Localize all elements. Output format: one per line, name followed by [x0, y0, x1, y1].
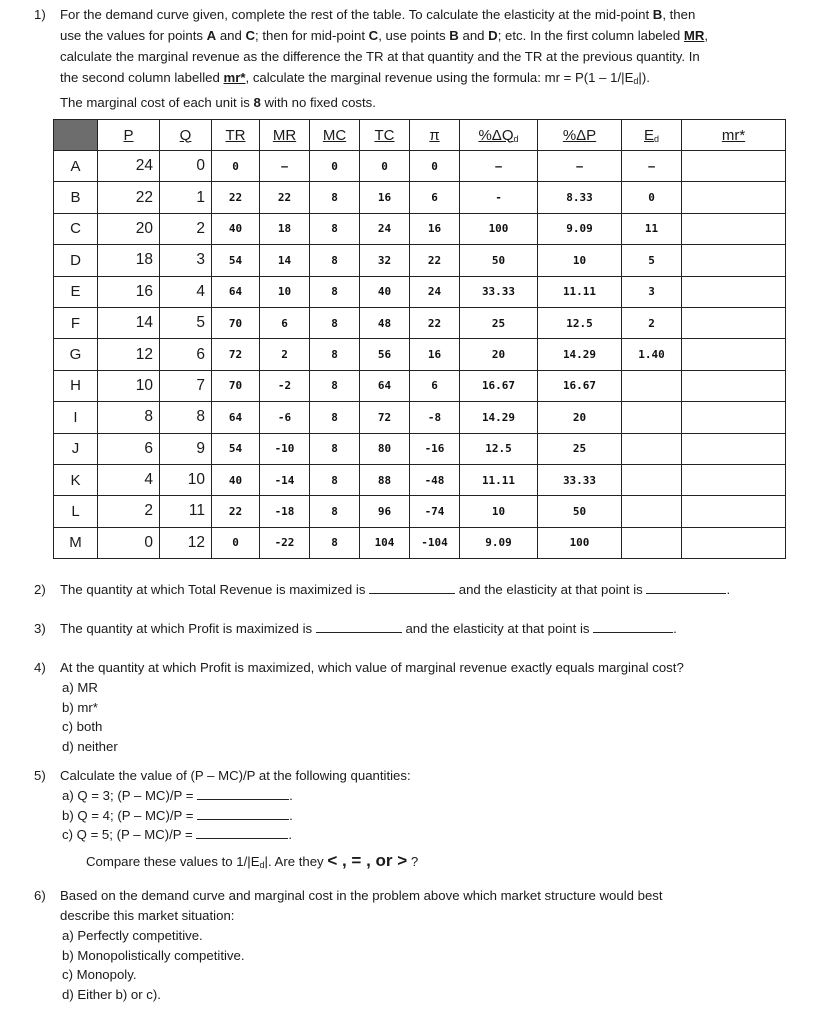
- col-header-pct-q: $\%\Delta Q_d$: [460, 120, 538, 151]
- cell-q: 8: [160, 402, 212, 433]
- cell-q: 2: [160, 213, 212, 244]
- cell-mc: 8: [310, 213, 360, 244]
- answer-blank[interactable]: [369, 580, 455, 594]
- table-row: [54, 307, 786, 338]
- cell-pi: 16: [410, 339, 460, 370]
- cell-mrs[interactable]: [682, 213, 786, 244]
- cell-ed[interactable]: [622, 370, 682, 401]
- cell-ed[interactable]: [622, 496, 682, 527]
- cell-mrs[interactable]: [682, 496, 786, 527]
- cell-tr: 70: [212, 370, 260, 401]
- cell-mr: -18: [260, 496, 310, 527]
- cell-ed: 5: [622, 245, 682, 276]
- cell-pp: 14.29: [538, 339, 622, 370]
- cell-pi: 24: [410, 276, 460, 307]
- cell-label: M: [54, 527, 98, 558]
- cell-ed: 3: [622, 276, 682, 307]
- cell-tr: 40: [212, 213, 260, 244]
- question-5-text: Calculate the value of (P – MC)/P at the following quantities:: [60, 768, 411, 783]
- cell-tc: 72: [360, 402, 410, 433]
- cell-mc: 8: [310, 339, 360, 370]
- cell-tr: 54: [212, 433, 260, 464]
- col-header-ed: $E_d$: [622, 120, 682, 151]
- cell-tr: 0: [212, 527, 260, 558]
- cell-pi: -16: [410, 433, 460, 464]
- cell-pq: 100: [460, 213, 538, 244]
- cell-pi: -48: [410, 464, 460, 495]
- cell-q: 12: [160, 527, 212, 558]
- question-3: 3) The quantity at which Profit is maximized is and the elasticity at that point is .: [34, 619, 804, 639]
- table-row: [54, 339, 786, 370]
- cell-ed: 1.40: [622, 339, 682, 370]
- cell-pp: 100: [538, 527, 622, 558]
- question-3-text-a: The quantity at which Profit is maximized is: [60, 621, 313, 636]
- cell-pq: 33.33: [460, 276, 538, 307]
- cell-mr: 2: [260, 339, 310, 370]
- cell-tr: 70: [212, 307, 260, 338]
- cell-label: C: [54, 213, 98, 244]
- table-header-row: [54, 120, 786, 151]
- cell-pp: 8.33: [538, 182, 622, 213]
- col-header-pct-p: %ΔP: [538, 120, 622, 151]
- cell-tr: 22: [212, 496, 260, 527]
- cell-mc: 8: [310, 182, 360, 213]
- col-header-q: Q: [160, 120, 212, 151]
- table-row: [54, 213, 786, 244]
- question-3-text-b: and the elasticity at that point is: [405, 621, 590, 636]
- cell-mrs[interactable]: [682, 182, 786, 213]
- question-number: 2): [34, 582, 46, 597]
- cell-pq: 11.11: [460, 464, 538, 495]
- cell-tr: 72: [212, 339, 260, 370]
- col-header-tc: TC: [360, 120, 410, 151]
- cell-ed: 0: [622, 182, 682, 213]
- cell-tc: 40: [360, 276, 410, 307]
- cell-tc: 80: [360, 433, 410, 464]
- cell-tr: 64: [212, 402, 260, 433]
- corner-cell: [54, 120, 98, 151]
- table-row: [54, 370, 786, 401]
- cell-mr: 14: [260, 245, 310, 276]
- cell-tc: 88: [360, 464, 410, 495]
- table-row: [54, 182, 786, 213]
- cell-tr: 54: [212, 245, 260, 276]
- cell-p: 2: [98, 496, 160, 527]
- cell-mrs[interactable]: [682, 307, 786, 338]
- cell-tc: 48: [360, 307, 410, 338]
- cell-mr: —: [260, 151, 310, 182]
- question-number: 1): [34, 7, 46, 22]
- question-number: 6): [34, 888, 46, 903]
- cell-q: 1: [160, 182, 212, 213]
- question-5: [34, 766, 804, 875]
- cell-q: 11: [160, 496, 212, 527]
- question-2: 2) The quantity at which Total Revenue is maximized is and the elasticity at that point is .: [34, 580, 804, 600]
- answer-blank[interactable]: [197, 786, 289, 800]
- cell-q: 7: [160, 370, 212, 401]
- cell-mrs[interactable]: [682, 464, 786, 495]
- cell-p: 10: [98, 370, 160, 401]
- cell-pq: 50: [460, 245, 538, 276]
- col-header-mr-star: mr*: [682, 120, 786, 151]
- option-b[interactable]: b) mr*: [62, 699, 98, 715]
- cell-mr: 6: [260, 307, 310, 338]
- cell-pp: 16.67: [538, 370, 622, 401]
- cell-label: H: [54, 370, 98, 401]
- cell-mrs[interactable]: [682, 433, 786, 464]
- cell-p: 18: [98, 245, 160, 276]
- cell-pi: -8: [410, 402, 460, 433]
- cell-pp: 12.5: [538, 307, 622, 338]
- cell-label: J: [54, 433, 98, 464]
- table-row: [54, 433, 786, 464]
- cell-pq: 9.09: [460, 527, 538, 558]
- cell-tc: 16: [360, 182, 410, 213]
- cell-mrs[interactable]: [682, 245, 786, 276]
- cell-pi: 22: [410, 307, 460, 338]
- table-row: [54, 402, 786, 433]
- cell-pi: 16: [410, 213, 460, 244]
- cell-ed: 11: [622, 213, 682, 244]
- question-1: [34, 4, 794, 113]
- cell-mr: -10: [260, 433, 310, 464]
- cell-pq: 20: [460, 339, 538, 370]
- cell-pp: 10: [538, 245, 622, 276]
- question-6: [34, 886, 804, 1004]
- cell-pp: 33.33: [538, 464, 622, 495]
- cell-tr: 0: [212, 151, 260, 182]
- cell-label: E: [54, 276, 98, 307]
- cell-pp: 25: [538, 433, 622, 464]
- cell-tc: 0: [360, 151, 410, 182]
- cell-q: 5: [160, 307, 212, 338]
- answer-blank[interactable]: [593, 619, 673, 633]
- cell-pi: -74: [410, 496, 460, 527]
- cell-pi: 0: [410, 151, 460, 182]
- cell-tr: 22: [212, 182, 260, 213]
- cell-label: F: [54, 307, 98, 338]
- cell-pq: 16.67: [460, 370, 538, 401]
- option-b[interactable]: b) Monopolistically competitive.: [62, 947, 245, 963]
- cell-ed[interactable]: [622, 464, 682, 495]
- cell-p: 16: [98, 276, 160, 307]
- cell-label: I: [54, 402, 98, 433]
- cell-pq: 12.5: [460, 433, 538, 464]
- cell-ed[interactable]: [622, 433, 682, 464]
- cell-q: 6: [160, 339, 212, 370]
- item-b: b) Q = 4; (P – MC)/P = .: [62, 807, 293, 823]
- cell-pq: 10: [460, 496, 538, 527]
- cell-ed: —: [622, 151, 682, 182]
- cell-mr: -14: [260, 464, 310, 495]
- option-d[interactable]: d) Either b) or c).: [62, 986, 161, 1002]
- cell-pi: 6: [410, 370, 460, 401]
- cell-pq: -: [460, 182, 538, 213]
- option-a[interactable]: a) MR: [62, 680, 98, 695]
- col-header-pi: π: [410, 120, 460, 151]
- option-a[interactable]: a) Perfectly competitive.: [62, 928, 203, 943]
- cell-mc: 8: [310, 245, 360, 276]
- cell-p: 8: [98, 402, 160, 433]
- cell-p: 14: [98, 307, 160, 338]
- cell-pi: 6: [410, 182, 460, 213]
- cell-mrs[interactable]: [682, 527, 786, 558]
- cell-tr: 40: [212, 464, 260, 495]
- cell-tc: 56: [360, 339, 410, 370]
- cell-mrs[interactable]: [682, 276, 786, 307]
- question-4-text: At the quantity at which Profit is maximized, which value of marginal revenue exactly equals marginal cost?: [60, 660, 684, 675]
- table-row: [54, 464, 786, 495]
- cell-p: 20: [98, 213, 160, 244]
- cell-mc: 8: [310, 496, 360, 527]
- cell-label: K: [54, 464, 98, 495]
- question-2-text-a: The quantity at which Total Revenue is maximized is: [60, 582, 366, 597]
- option-c[interactable]: c) Monopoly.: [62, 967, 137, 982]
- cell-mr: -2: [260, 370, 310, 401]
- cell-pp: 50: [538, 496, 622, 527]
- cell-q: 10: [160, 464, 212, 495]
- cell-q: 9: [160, 433, 212, 464]
- cell-pp: 9.09: [538, 213, 622, 244]
- cell-mrs[interactable]: [682, 151, 786, 182]
- table-row: [54, 245, 786, 276]
- col-header-mr: MR: [260, 120, 310, 151]
- cell-mr: -22: [260, 527, 310, 558]
- question-4: [34, 658, 804, 756]
- col-header-p: P: [98, 120, 160, 151]
- cell-p: 0: [98, 527, 160, 558]
- cell-label: D: [54, 245, 98, 276]
- cell-p: 22: [98, 182, 160, 213]
- cell-mc: 8: [310, 370, 360, 401]
- table-row: [54, 151, 786, 182]
- answer-blank[interactable]: [646, 580, 726, 594]
- cell-ed[interactable]: [622, 527, 682, 558]
- cell-mr: -6: [260, 402, 310, 433]
- item-a: a) Q = 3; (P – MC)/P = .: [62, 788, 293, 803]
- cell-mr: 18: [260, 213, 310, 244]
- cell-pp: —: [538, 151, 622, 182]
- cell-q: 4: [160, 276, 212, 307]
- cell-mc: 8: [310, 402, 360, 433]
- cell-mrs[interactable]: [682, 402, 786, 433]
- col-header-mc: MC: [310, 120, 360, 151]
- question-number: 3): [34, 621, 46, 636]
- option-d[interactable]: d) neither: [62, 738, 118, 754]
- cell-mrs[interactable]: [682, 339, 786, 370]
- table-row: [54, 527, 786, 558]
- cell-mc: 0: [310, 151, 360, 182]
- cell-q: 3: [160, 245, 212, 276]
- question-6-text: Based on the demand curve and marginal cost in the problem above which market structure would best describe this market situation:: [60, 888, 663, 923]
- item-c: c) Q = 5; (P – MC)/P = .: [62, 827, 293, 842]
- table-row: [54, 496, 786, 527]
- cell-mr: 10: [260, 276, 310, 307]
- cell-ed: 2: [622, 307, 682, 338]
- cell-tc: 96: [360, 496, 410, 527]
- option-c[interactable]: c) both: [62, 719, 103, 734]
- cell-pq: 14.29: [460, 402, 538, 433]
- cell-tc: 32: [360, 245, 410, 276]
- cell-mr: 22: [260, 182, 310, 213]
- cell-label: A: [54, 151, 98, 182]
- answer-blank[interactable]: [197, 806, 289, 820]
- cell-mc: 8: [310, 464, 360, 495]
- cell-tr: 64: [212, 276, 260, 307]
- cell-label: L: [54, 496, 98, 527]
- question-number: 5): [34, 768, 46, 783]
- cell-mc: 8: [310, 307, 360, 338]
- cell-pq: 25: [460, 307, 538, 338]
- table-row: [54, 276, 786, 307]
- cell-q: 0: [160, 151, 212, 182]
- cell-p: 12: [98, 339, 160, 370]
- col-header-tr: TR: [212, 120, 260, 151]
- cell-p: 24: [98, 151, 160, 182]
- compare-prompt: Compare these values to $1/|E_d|$. Are they < , = , or > ?: [86, 850, 419, 870]
- cell-mc: 8: [310, 527, 360, 558]
- answer-blank[interactable]: [316, 619, 402, 633]
- cell-pi: -104: [410, 527, 460, 558]
- cell-tc: 104: [360, 527, 410, 558]
- cell-ed[interactable]: [622, 402, 682, 433]
- question-1-text: For the demand curve given, complete the rest of the table. To calculate the elasticity at the mid-point B, then use the values for points A and C; then for mid-point C, use points B and D; etc. In the first column labeled MR, calculate the marginal revenue as the difference the TR at that quantity and the TR at the previous quantity. In the second column labelled mr*, calculate the marginal revenue using the formula: mr = $P(1 - 1/|E_d|)$. The marginal cost of each unit is 8 with no fixed costs.: [60, 7, 709, 110]
- cell-p: 4: [98, 464, 160, 495]
- question-2-text-b: and the elasticity at that point is: [458, 582, 643, 597]
- cell-pq: —: [460, 151, 538, 182]
- cell-tc: 24: [360, 213, 410, 244]
- answer-blank[interactable]: [196, 825, 288, 839]
- cell-label: G: [54, 339, 98, 370]
- cell-mc: 8: [310, 276, 360, 307]
- cell-label: B: [54, 182, 98, 213]
- cell-mrs[interactable]: [682, 370, 786, 401]
- question-number: 4): [34, 660, 46, 675]
- cell-tc: 64: [360, 370, 410, 401]
- cell-p: 6: [98, 433, 160, 464]
- cell-mc: 8: [310, 433, 360, 464]
- demand-table: [53, 119, 786, 559]
- cell-pp: 11.11: [538, 276, 622, 307]
- cell-pp: 20: [538, 402, 622, 433]
- cell-pi: 22: [410, 245, 460, 276]
